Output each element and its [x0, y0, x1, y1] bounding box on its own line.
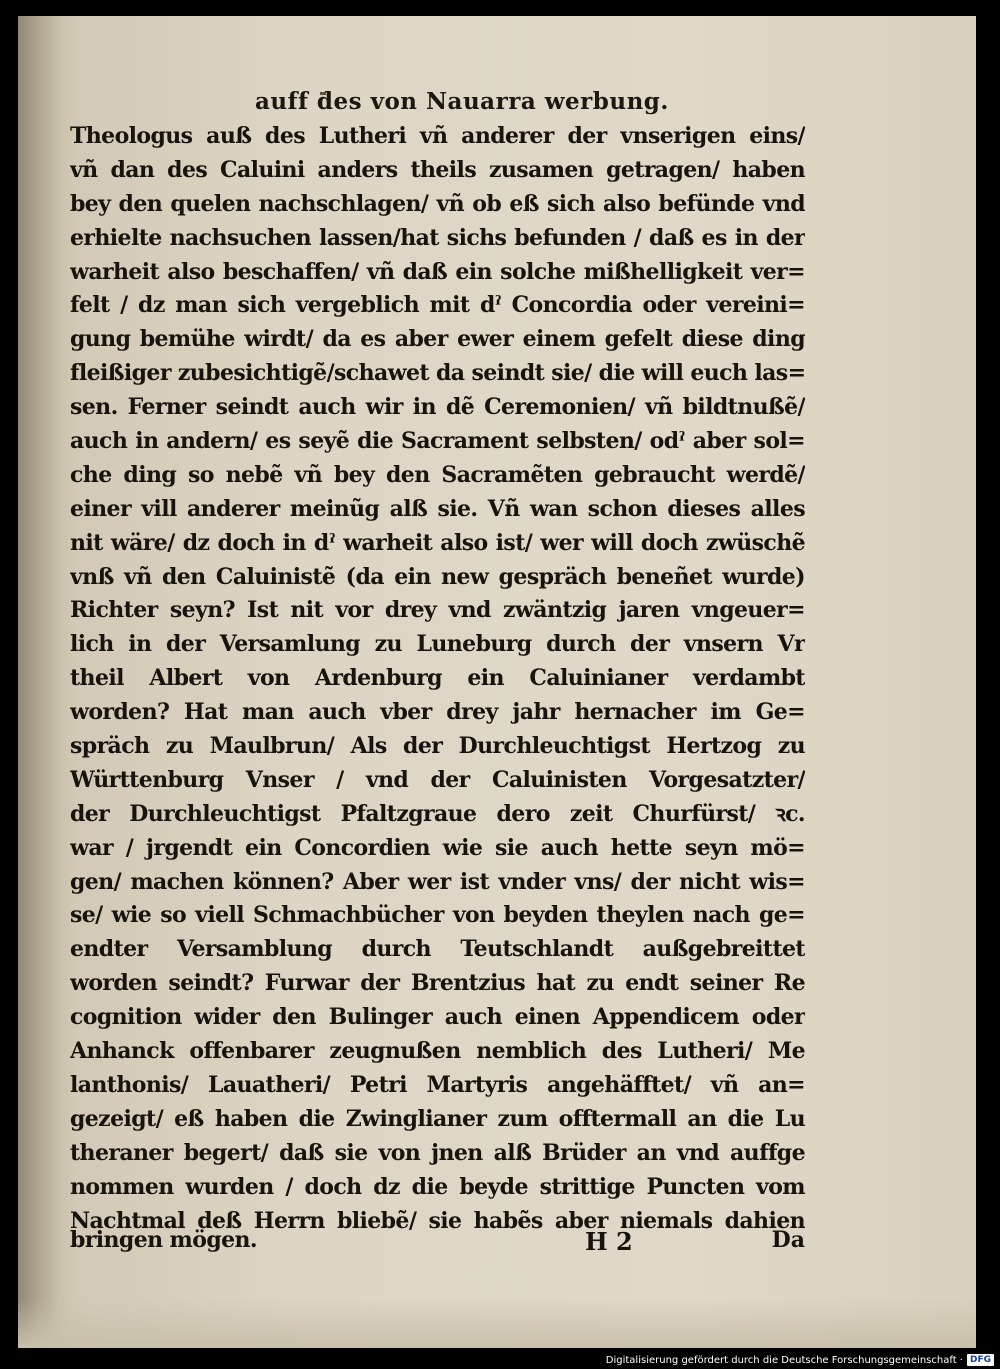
- text-line: worden seindt? Furwar der Brentzius hat zu endt seiner Re: [70, 970, 805, 997]
- dfg-logo: DFG: [967, 1354, 994, 1366]
- text-line: nit wäre/ dz doch in dˀ warheit also ist/ wer will doch zwüschẽ: [70, 529, 805, 556]
- text-line: cognition wider den Bulinger auch einen Appendicem oder: [70, 1004, 805, 1031]
- text-line: Theologus auß des Lutheri vñ anderer der vnserigen eins/: [70, 123, 805, 149]
- text-line: Anhanck offenbarer zeugnußen nemblich des Lutheri/ Me: [70, 1038, 805, 1065]
- text-line: vñ dan des Caluini anders theils zusamen getragen/ haben: [70, 156, 805, 183]
- text-line: auch in andern/ es seyẽ die Sacrament selbsten/ odˀ aber sol=: [70, 428, 805, 455]
- text-line: bey den quelen nachschlagen/ vñ ob eß sich also befünde vnd: [70, 190, 805, 217]
- text-line: gung bemühe wirdt/ da es aber ewer einem gefelt diese ding: [70, 326, 805, 353]
- text-line: lanthonis/ Lauatheri/ Petri Martyris angehäfftet/ vñ an=: [70, 1071, 805, 1098]
- text-line: Württenburg Vnser / vnd der Caluinisten Vorgesatzter/: [70, 766, 805, 793]
- text-line: nommen wurden / doch dz die beyde strittige Puncten vom: [70, 1173, 805, 1200]
- page-gutter-shadow: [18, 16, 58, 1348]
- text-line: Richter seyn? Ist nit vor drey vnd zwäntzig jaren vngeuer=: [70, 597, 805, 624]
- text-line: lich in der Versamlung zu Luneburg durch der vnsern Vr: [70, 631, 805, 658]
- text-line: einer vill anderer meinũg alß sie. Vñ wan schon dieses alles: [70, 495, 805, 522]
- text-line: che ding so nebẽ vñ bey den Sacramẽten gebraucht werdẽ/: [70, 461, 805, 488]
- text-line: se/ wie so viell Schmachbücher von beyden theylen nach ge=: [70, 902, 805, 929]
- body-text: [70, 120, 805, 1238]
- final-line: bringen mögen.: [70, 1227, 257, 1253]
- text-line: gen/ machen können? Aber wer ist vnder vns/ der nicht wis=: [70, 868, 805, 895]
- text-line: fleißiger zubesichtigẽ/schawet da seindt sie/ die will euch las=: [70, 360, 805, 387]
- text-line: Nachtmal deß Herrn bliebẽ/ sie habẽs aber niemals dahien: [70, 1207, 805, 1234]
- text-line: endter Versamblung durch Teutschlandt außgebreittet: [70, 936, 805, 963]
- signature-mark: H 2: [585, 1227, 633, 1256]
- page-bottom-shading: [18, 1298, 976, 1348]
- text-line: warheit also beschaffen/ vñ daß ein solche mißhelligkeit ver=: [70, 258, 805, 285]
- text-line: worden? Hat man auch vber drey jahr hernacher im Ge=: [70, 699, 805, 726]
- credit-text: Digitalisierung gefördert durch die Deutsche Forschungsgemeinschaft ·: [605, 1354, 963, 1366]
- text-line: erhielte nachsuchen lassen/hat sichs befunden / daß es in der: [70, 224, 805, 251]
- text-line: felt / dz man sich vergeblich mit dˀ Concordia oder vereini=: [70, 292, 805, 319]
- text-line: theraner begert/ daß sie von jnen alß Brüder an vnd auffge: [70, 1139, 805, 1166]
- text-line: vnß vñ den Caluinistẽ (da ein new gespräch beneñet wurde): [70, 563, 805, 590]
- text-line: spräch zu Maulbrun/ Als der Durchleuchtigst Hertzog zu: [70, 733, 805, 760]
- catchword: Da: [771, 1227, 805, 1253]
- text-line: sen. Ferner seindt auch wir in dẽ Ceremonien/ vñ bildtnußẽ/: [70, 394, 805, 421]
- page-footer-line: [70, 1227, 805, 1261]
- text-line: war / jrgendt ein Concordien wie sie auch hette seyn mö=: [70, 834, 805, 861]
- text-line: theil Albert von Ardenburg ein Caluinianer verdambt: [70, 665, 805, 692]
- text-line: der Durchleuchtigst Pfaltzgraue dero zeit Churfürst/ ꝛc.: [70, 800, 805, 827]
- digitization-credit: [606, 1352, 994, 1368]
- text-line: gezeigt/ eß haben die Zwinglianer zum offtermall an die Lu: [70, 1105, 805, 1132]
- running-head: auff des von Nauarra werbung.: [255, 88, 669, 115]
